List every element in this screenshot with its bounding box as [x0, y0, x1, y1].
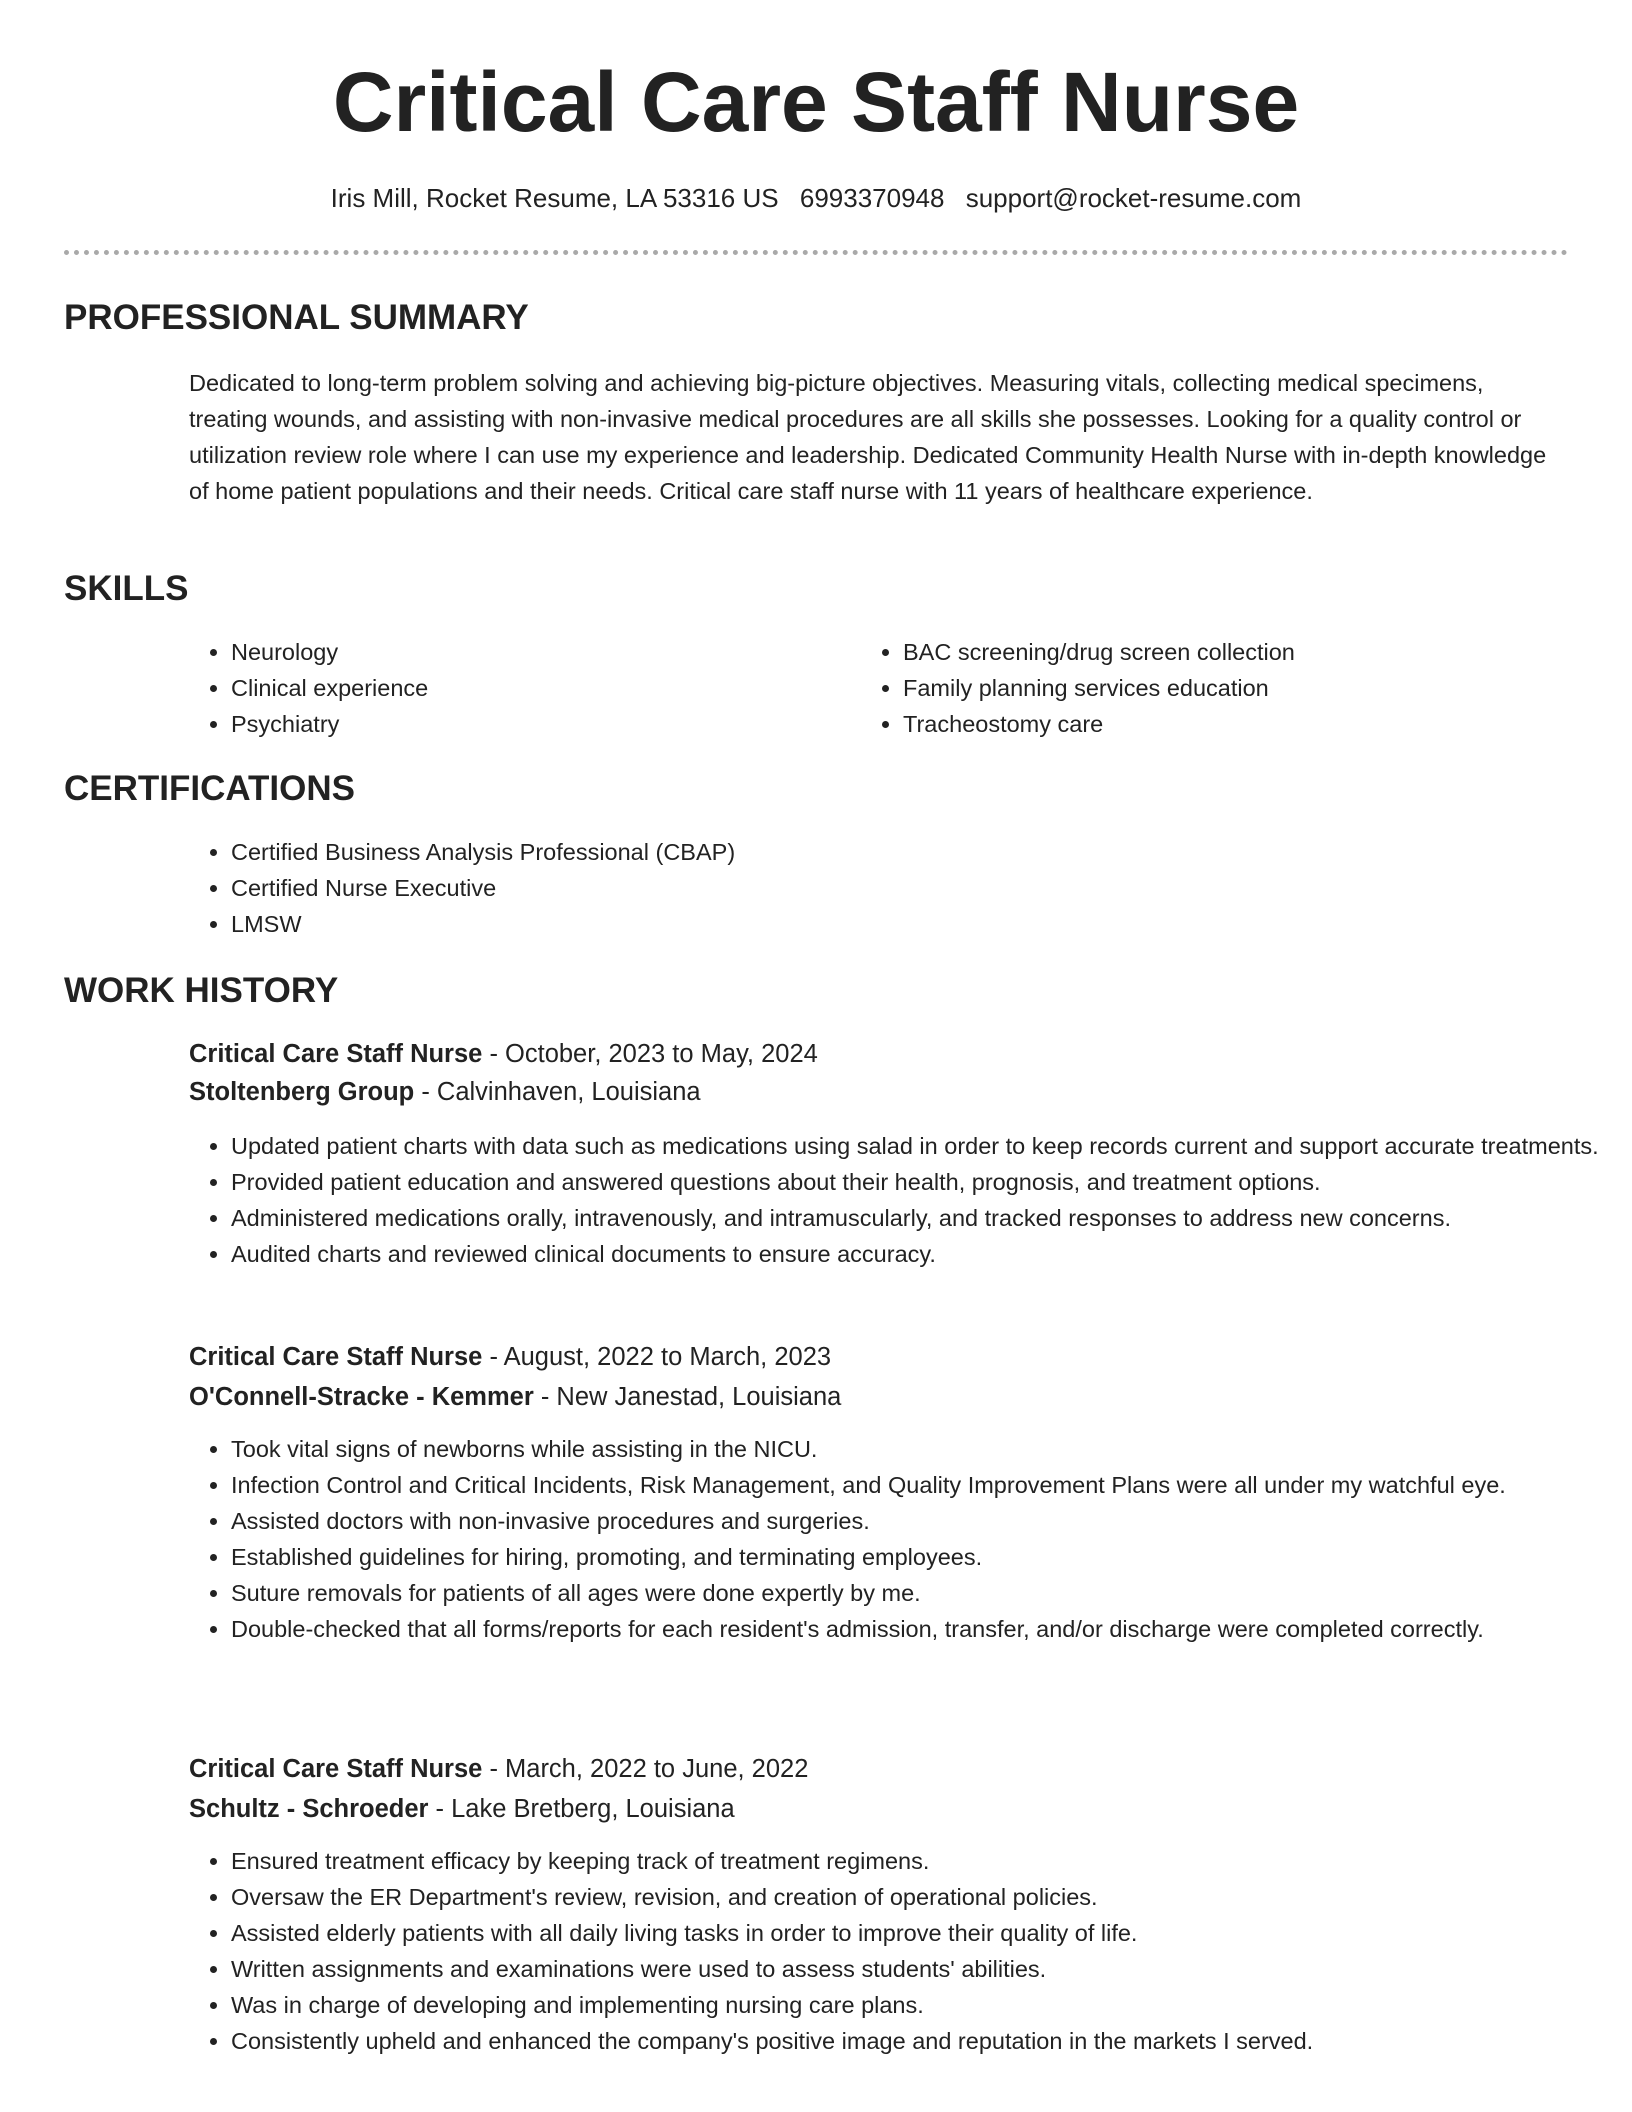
certifications-heading: CERTIFICATIONS	[64, 769, 356, 808]
job-employer: Schultz - Schroeder	[189, 1795, 429, 1823]
job-duty: • Assisted doctors with non-invasive procedures and surgeries.	[231, 1503, 1611, 1539]
skill-item: • Psychiatry	[231, 706, 851, 742]
certification-item: • Certified Business Analysis Professional (CBAP)	[231, 834, 1531, 870]
skills-heading: SKILLS	[64, 569, 189, 608]
job-duties-list	[187, 1128, 1611, 1272]
job-duty: • Oversaw the ER Department's review, revision, and creation of operational policies.	[231, 1879, 1611, 1915]
certifications-list	[187, 834, 1531, 942]
skills-list-right	[859, 634, 1603, 742]
contact-phone: 6993370948	[799, 183, 945, 213]
skill-item: • BAC screening/drug screen collection	[903, 634, 1603, 670]
job-location: - New Janestad, Louisiana	[533, 1383, 842, 1411]
job-duty: • Ensured treatment efficacy by keeping track of treatment regimens.	[231, 1843, 1611, 1879]
job-title-line	[189, 1750, 1567, 1788]
job-employer: Stoltenberg Group	[189, 1078, 415, 1106]
job-employer: O'Connell-Stracke - Kemmer	[189, 1383, 534, 1411]
job-title-line	[189, 1338, 1567, 1376]
job-employer-line	[189, 1790, 1567, 1828]
skills-list-left	[187, 634, 851, 742]
job-duty: • Consistently upheld and enhanced the company's positive image and reputation in the markets I served.	[231, 2023, 1611, 2059]
job-duty: • Took vital signs of newborns while assisting in the NICU.	[231, 1431, 1611, 1467]
contact-line	[0, 180, 1632, 216]
job-employer-line	[189, 1378, 1567, 1416]
certification-item: • LMSW	[231, 906, 1531, 942]
job-duty: • Assisted elderly patients with all daily living tasks in order to improve their quality of life.	[231, 1915, 1611, 1951]
summary-text: Dedicated to long-term problem solving and achieving big-picture objectives. Measuring vitals, collecting medical specimens, treating wounds, and assisting with non-invasive medical procedures are all skills she possesses. Looking for a quality control or utilization review role where I can use my experience and leadership. Dedicated Community Health Nurse with in-depth knowledge of home patient populations and their needs. Critical care staff nurse with 11 years of healthcare experience.	[189, 370, 1547, 504]
job-duties-list	[187, 1431, 1611, 1647]
job-title: Critical Care Staff Nurse	[189, 1755, 483, 1783]
summary-heading: PROFESSIONAL SUMMARY	[64, 298, 529, 337]
job-duty: • Updated patient charts with data such as medications using salad in order to keep records current and support accurate treatments.	[231, 1128, 1611, 1164]
job-dates: - March, 2022 to June, 2022	[482, 1755, 809, 1783]
skill-item: • Tracheostomy care	[903, 706, 1603, 742]
job-location: - Calvinhaven, Louisiana	[414, 1078, 701, 1106]
job-title: Critical Care Staff Nurse	[189, 1343, 483, 1371]
job-employer-line	[189, 1073, 1567, 1111]
job-dates: - August, 2022 to March, 2023	[482, 1343, 832, 1371]
contact-address: Iris Mill, Rocket Resume, LA 53316 US	[330, 183, 779, 213]
contact-email: support@rocket-resume.com	[965, 183, 1302, 213]
certification-item: • Certified Nurse Executive	[231, 870, 1531, 906]
work-history-heading: WORK HISTORY	[64, 971, 339, 1010]
job-duty: • Administered medications orally, intravenously, and intramuscularly, and tracked responses to address new concerns.	[231, 1200, 1611, 1236]
job-duty: • Audited charts and reviewed clinical documents to ensure accuracy.	[231, 1236, 1611, 1272]
header-divider	[64, 250, 1568, 255]
skill-item: • Clinical experience	[231, 670, 851, 706]
job-duties-list	[187, 1843, 1611, 2059]
job-title-line	[189, 1035, 1567, 1073]
resume-title: Critical Care Staff Nurse	[332, 55, 1300, 149]
job-duty: • Provided patient education and answered questions about their health, prognosis, and treatment options.	[231, 1164, 1611, 1200]
job-location: - Lake Bretberg, Louisiana	[428, 1795, 735, 1823]
job-duty: • Was in charge of developing and implementing nursing care plans.	[231, 1987, 1611, 2023]
skill-item: • Neurology	[231, 634, 851, 670]
job-duty: • Written assignments and examinations were used to assess students' abilities.	[231, 1951, 1611, 1987]
job-dates: - October, 2023 to May, 2024	[482, 1040, 818, 1068]
job-duty: • Double-checked that all forms/reports for each resident's admission, transfer, and/or discharge were completed correctly.	[231, 1611, 1611, 1647]
job-duty: • Established guidelines for hiring, promoting, and terminating employees.	[231, 1539, 1611, 1575]
skill-item: • Family planning services education	[903, 670, 1603, 706]
job-duty: • Infection Control and Critical Incidents, Risk Management, and Quality Improvement Plans were all under my watchful eye.	[231, 1467, 1611, 1503]
job-title: Critical Care Staff Nurse	[189, 1040, 483, 1068]
job-duty: • Suture removals for patients of all ages were done expertly by me.	[231, 1575, 1611, 1611]
